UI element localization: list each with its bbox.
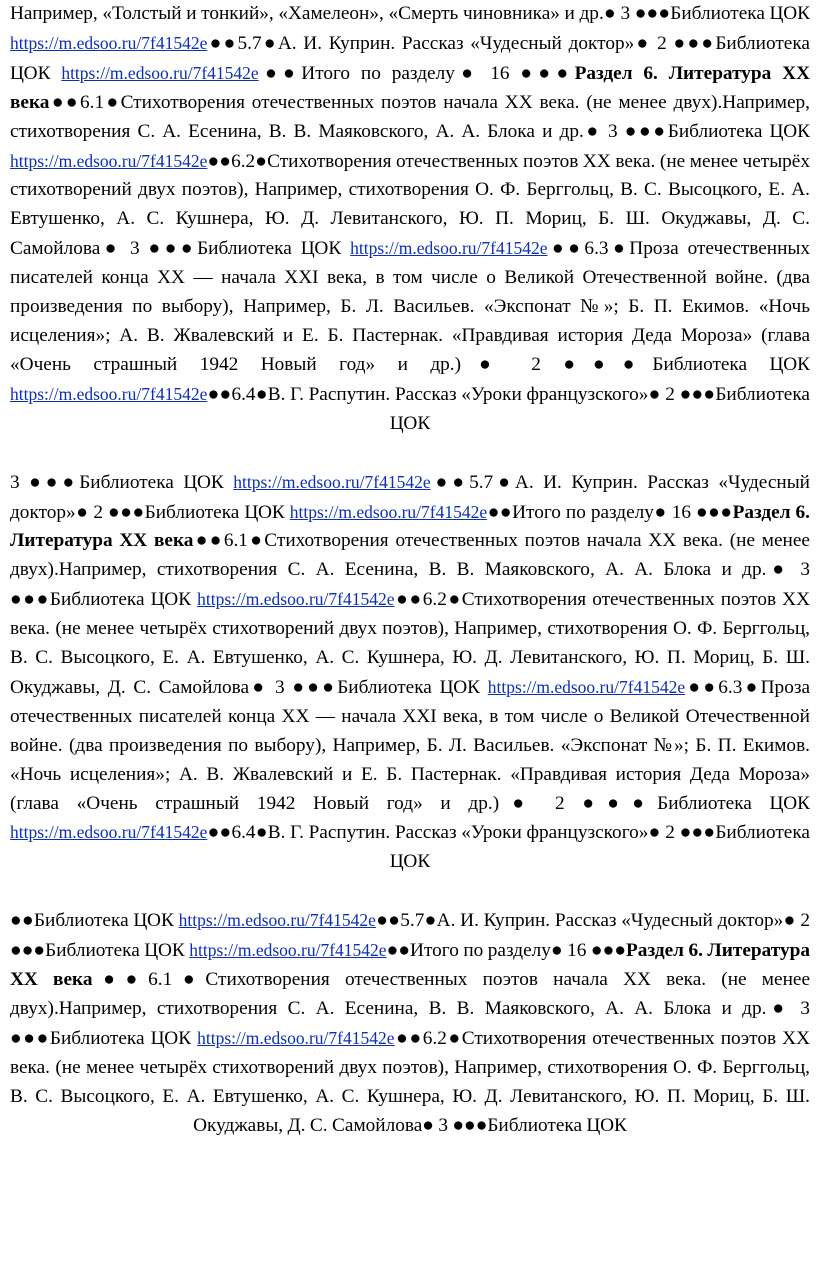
text-segment: ●●6.3●Проза отечественных писателей конца XX — начала XXI века, в том числе о Великой Отечественной войне. (два произведения по выбору), Например, Б. Л. Васильев. «Экспонат №»; Б. П. Екимов. «Ночь исцеления»; А. В. Жвалевский и Е. Б. Пастернак. «Правдивая история Деда Мороза» (глава «Очень страшный 1942 Новый год» и др.)● 2 ●●●Библиотека ЦОК [10, 676, 811, 814]
text-segment: ●●6.2●Стихотворения отечественных поэтов XX века. (не менее четырёх стихотворений двух поэтов), Например, стихотворения О. Ф. Берггольц, В. С. Высоцкого, Е. А. Евтушенко, А. С. Кушнера, Ю. Д. Левитанского, Ю. П. Мориц, Б. Ш. Окуджавы, Д. С. Самойлова● 3 ●●●Библиотека ЦОК [10, 150, 810, 260]
edsoo-library-link[interactable]: https://m.edsoo.ru/7f41542e [10, 383, 208, 404]
edsoo-library-link[interactable]: https://m.edsoo.ru/7f41542e [10, 150, 208, 171]
text-segment: ●●6.1●Стихотворения отечественных поэтов начала XX века. (не менее двух).Например, стихотворения С. А. Есенина, В. В. Маяковского, А. А. Блока и др.● 3 ●●●Библиотека ЦОК [10, 530, 810, 611]
section-heading: Раздел 6. Литература XX века [10, 62, 810, 113]
text-segment: 3 ●●●Библиотека ЦОК [10, 471, 234, 493]
edsoo-library-link[interactable]: https://m.edsoo.ru/7f41542e [61, 62, 259, 83]
text-paragraph [10, 0, 810, 439]
text-paragraph [10, 906, 810, 1140]
section-heading: Раздел 6. Литература XX века [10, 940, 810, 991]
text-segment: Например, «Толстый и тонкий», «Хамелеон», «Смерть чиновника» и др.● 3 ●●●Библиотека ЦОК [10, 3, 810, 24]
text-segment: ●●6.2●Стихотворения отечественных поэтов XX века. (не менее четырёх стихотворений двух поэтов), Например, стихотворения О. Ф. Берггольц, В. С. Высоцкого, Е. А. Евтушенко, А. С. Кушнера, Ю. Д. Левитанского, Ю. П. Мориц, Б. Ш. Окуджавы, Д. С. Самойлова● 3 ●●●Библиотека ЦОК [10, 1027, 810, 1136]
text-segment: ●●6.2●Стихотворения отечественных поэтов XX века. (не менее четырёх стихотворений двух поэтов), Например, стихотворения О. Ф. Берггольц, В. С. Высоцкого, Е. А. Евтушенко, А. С. Кушнера, Ю. Д. Левитанского, Ю. П. Мориц, Б. Ш. Окуджавы, Д. С. Самойлова● 3 ●●●Библиотека ЦОК [10, 589, 810, 698]
edsoo-library-link[interactable]: https://m.edsoo.ru/7f41542e [233, 471, 431, 492]
text-segment: ●●Итого по разделу● 16 ●●● [258, 62, 575, 84]
edsoo-library-link[interactable]: https://m.edsoo.ru/7f41542e [189, 940, 387, 961]
section-heading: Раздел 6. Литература XX века [10, 501, 810, 552]
edsoo-library-link[interactable]: https://m.edsoo.ru/7f41542e [10, 32, 208, 53]
text-segment: ●●5.7●А. И. Куприн. Рассказ «Чудесный доктор»● 2 ●●●Библиотека ЦОК [10, 32, 810, 84]
edsoo-library-link[interactable]: https://m.edsoo.ru/7f41542e [350, 238, 548, 259]
edsoo-library-link[interactable]: https://m.edsoo.ru/7f41542e [178, 910, 376, 931]
edsoo-library-link[interactable]: https://m.edsoo.ru/7f41542e [487, 676, 686, 697]
text-segment: ●●6.4●В. Г. Распутин. Рассказ «Уроки французского»● 2 ●●●Библиотека ЦОК [207, 822, 810, 873]
text-segment: ●●6.4●В. Г. Распутин. Рассказ «Уроки французского»● 2 ●●●Библиотека ЦОК [207, 383, 810, 434]
edsoo-library-link[interactable]: https://m.edsoo.ru/7f41542e [197, 1027, 395, 1048]
text-segment: ●●6.1●Стихотворения отечественных поэтов начала XX века. (не менее двух).Например, стихотворения С. А. Есенина, В. В. Маяковского, А. А. Блока и др.● 3 ●●●Библиотека ЦОК [10, 969, 810, 1049]
edsoo-library-link[interactable]: https://m.edsoo.ru/7f41542e [10, 822, 208, 843]
text-segment: ●●6.1●Стихотворения отечественных поэтов начала XX века. (не менее двух).Например, стихотворения С. А. Есенина, В. В. Маяковского, А. А. Блока и др.● 3 ●●●Библиотека ЦОК [10, 91, 810, 142]
text-segment: ●●6.3●Проза отечественных писателей конца XX — начала XXI века, в том числе о Великой Отечественной войне. (два произведения по выбору), Например, Б. Л. Васильев. «Экспонат №»; Б. П. Екимов. «Ночь исцеления»; А. В. Жвалевский и Е. Б. Пастернак. «Правдивая история Деда Мороза» (глава «Очень страшный 1942 Новый год» и др.)● 2 ●●●Библиотека ЦОК [10, 238, 810, 375]
edsoo-library-link[interactable]: https://m.edsoo.ru/7f41542e [289, 501, 488, 522]
text-segment: ●●Итого по разделу● 16 ●●● [386, 940, 627, 962]
text-segment: ●●5.7●А. И. Куприн. Рассказ «Чудесный доктор»● 2 ●●●Библиотека ЦОК [10, 471, 810, 523]
text-segment: ●●Итого по разделу● 16 ●●● [487, 501, 733, 523]
text-segment: ●●Библиотека ЦОК [10, 910, 179, 932]
text-paragraph [10, 468, 810, 878]
text-segment: ●●5.7●А. И. Куприн. Рассказ «Чудесный доктор»● 2 ●●●Библиотека ЦОК [10, 910, 810, 962]
edsoo-library-link[interactable]: https://m.edsoo.ru/7f41542e [197, 589, 395, 610]
